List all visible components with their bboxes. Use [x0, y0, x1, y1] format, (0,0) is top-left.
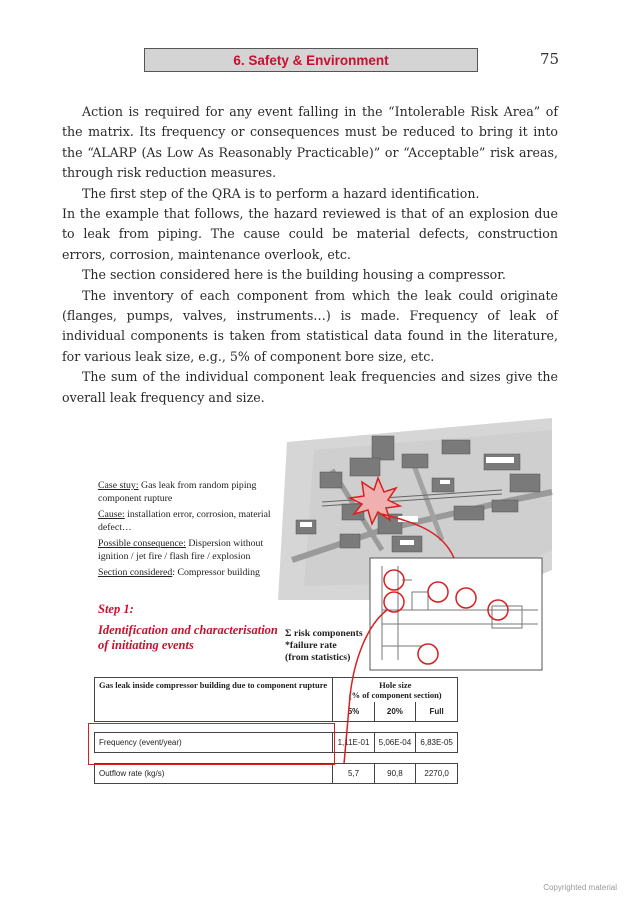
hole-size-label: Hole size: [379, 680, 412, 690]
table-header-right: [333, 678, 458, 703]
cause-value: installation error, corrosion, material defect…: [98, 509, 271, 533]
hole-size-sub: (% of component section): [348, 690, 442, 700]
paragraph: The inventory of each component from which the leak could originate (flanges, pumps, valves, instruments…) is made. Frequency of leak of individual components is taken from statistical data found in the literature, for various leak size, e.g., 5% of component bore size, etc.: [62, 287, 558, 364]
row-label: Frequency (event/year): [95, 733, 333, 753]
paragraph: The section considered here is the building housing a compressor.: [82, 267, 506, 283]
section: [98, 567, 284, 580]
cause-label: Cause:: [98, 509, 125, 520]
paragraph: The sum of the individual component leak frequencies and sizes give the overall leak frequency and size.: [62, 369, 558, 405]
consequence-label: Possible consequence:: [98, 538, 186, 549]
risk-note: [285, 628, 363, 664]
page-number: 75: [540, 50, 560, 68]
column-header: 20%: [374, 702, 416, 722]
cell: 1,11E-01: [333, 733, 374, 753]
case-study-label: Case stuy:: [98, 480, 139, 491]
paragraph: Action is required for any event falling in the “Intolerable Risk Area” of the matrix. Its frequency or consequences must be reduced to bring it into the “ALARP (As Low As Reasonably Practicable)” or “Acceptable” risk areas, through risk reduction measures.: [62, 104, 558, 181]
step-desc-line1: Identification and characterisation: [98, 623, 278, 637]
cell: 5,06E-04: [374, 733, 416, 753]
step-title: Step 1:: [98, 602, 134, 616]
consequence-value: Dispersion without ignition / jet fire / flash fire / explosion: [98, 538, 264, 562]
table-header-left: Gas leak inside compressor building due to component rupture: [95, 678, 333, 722]
case-study-value: Gas leak from random piping component rupture: [98, 480, 257, 504]
case-study-text: [98, 480, 284, 584]
chapter-header: [144, 48, 478, 72]
cell: 2270,0: [416, 764, 458, 784]
consequence: [98, 538, 284, 563]
qra-figure: [82, 410, 562, 778]
risk-line: *failure rate: [285, 640, 337, 651]
column-header: Full: [416, 702, 458, 722]
risk-line: Σ risk components: [285, 628, 363, 639]
body-text: [62, 102, 558, 408]
section-label: Section considered: [98, 567, 173, 578]
table-row: [95, 764, 458, 784]
paragraph: In the example that follows, the hazard reviewed is that of an explosion due to leak from piping. The cause could be material defects, construction errors, corrosion, maintenance overlook, etc.: [62, 206, 558, 262]
copyright-note: Copyrighted material: [543, 883, 617, 892]
step-desc-line2: of initiating events: [98, 638, 194, 652]
row-label: Outflow rate (kg/s): [95, 764, 333, 784]
cell: 6,83E-05: [416, 733, 458, 753]
section-value: : Compressor building: [172, 567, 260, 578]
chapter-title: 6. Safety & Environment: [233, 52, 389, 68]
cause: [98, 509, 284, 534]
case-study: [98, 480, 284, 505]
column-header: 5%: [333, 702, 374, 722]
paragraph: The first step of the QRA is to perform a hazard identification.: [82, 185, 480, 201]
cell: 90,8: [374, 764, 416, 784]
highlight-box: [88, 723, 335, 765]
step-heading: [98, 602, 278, 653]
risk-line: (from statistics): [285, 652, 351, 663]
cell: 5,7: [333, 764, 374, 784]
